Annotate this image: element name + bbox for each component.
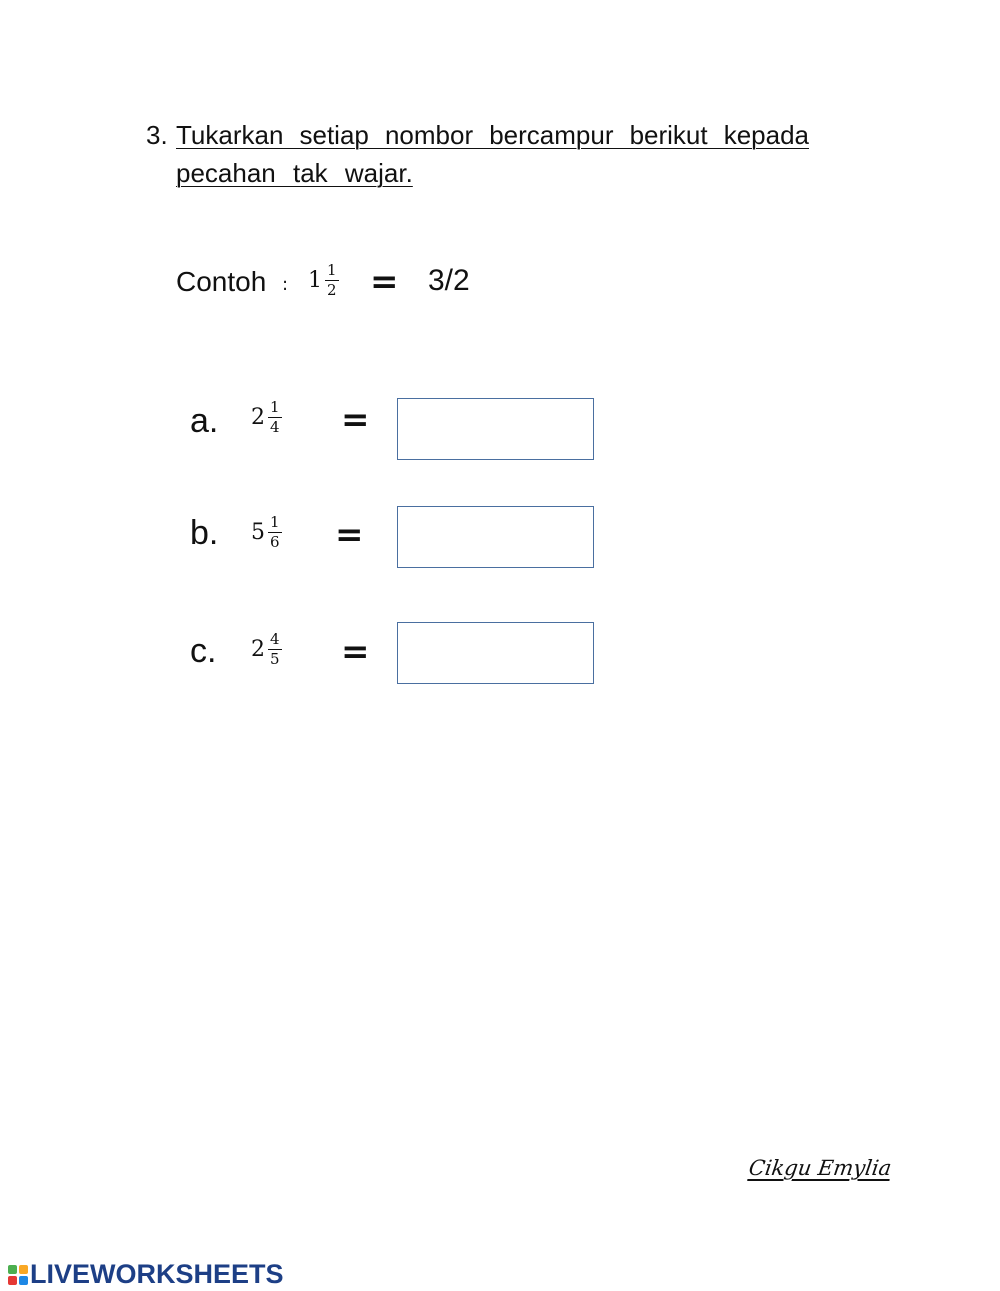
logo-square-red (8, 1276, 17, 1285)
liveworksheets-brand[interactable] (8, 1259, 284, 1290)
logo-square-green (8, 1265, 17, 1274)
item-b-answer-input[interactable] (397, 506, 594, 568)
mixed-fraction (325, 262, 339, 299)
liveworksheets-logo-icon (8, 1265, 28, 1285)
item-b-letter: b. (190, 514, 219, 552)
item-a-letter: a. (190, 402, 219, 440)
mixed-fraction (268, 399, 282, 436)
fraction-denominator: 4 (270, 418, 280, 436)
example-label: Contoh (176, 266, 267, 297)
mixed-whole: 5 (251, 520, 265, 545)
mixed-fraction (268, 631, 282, 668)
fraction-denominator: 2 (327, 281, 337, 299)
brand-wordmark: LIVEWORKSHEETS (30, 1259, 284, 1289)
example-mixed-number (308, 262, 339, 299)
fraction-numerator: 1 (270, 513, 280, 531)
item-b-equals-sign: = (335, 515, 364, 555)
teacher-signature: Cikgu Emylia (747, 1156, 893, 1180)
item-c-equals-sign: = (341, 632, 370, 672)
item-a-equals-sign: = (341, 400, 370, 440)
logo-square-blue (19, 1276, 28, 1285)
mixed-whole: 2 (251, 405, 265, 430)
item-c-mixed-number (251, 631, 282, 668)
mixed-fraction (268, 514, 282, 551)
mixed-whole: 2 (251, 637, 265, 662)
example-colon: : (282, 274, 289, 295)
fraction-numerator: 4 (270, 630, 280, 648)
item-a-answer-input[interactable] (397, 398, 594, 460)
fraction-numerator: 1 (270, 398, 280, 416)
question-instruction-line-1: Tukarkan setiap nombor bercampur berikut kepada (176, 120, 809, 150)
example-answer: 3/2 (428, 264, 470, 297)
question-instruction-line-2: pecahan tak wajar. (176, 158, 413, 188)
item-b-mixed-number (251, 514, 282, 551)
question-number: 3. (146, 120, 168, 150)
mixed-whole: 1 (308, 268, 322, 293)
fraction-denominator: 6 (270, 533, 280, 551)
example-equals-sign: = (370, 262, 399, 302)
item-c-letter: c. (190, 632, 217, 670)
item-a-mixed-number (251, 399, 282, 436)
item-c-answer-input[interactable] (397, 622, 594, 684)
fraction-numerator: 1 (327, 261, 337, 279)
fraction-denominator: 5 (270, 650, 280, 668)
logo-square-yellow (19, 1265, 28, 1274)
